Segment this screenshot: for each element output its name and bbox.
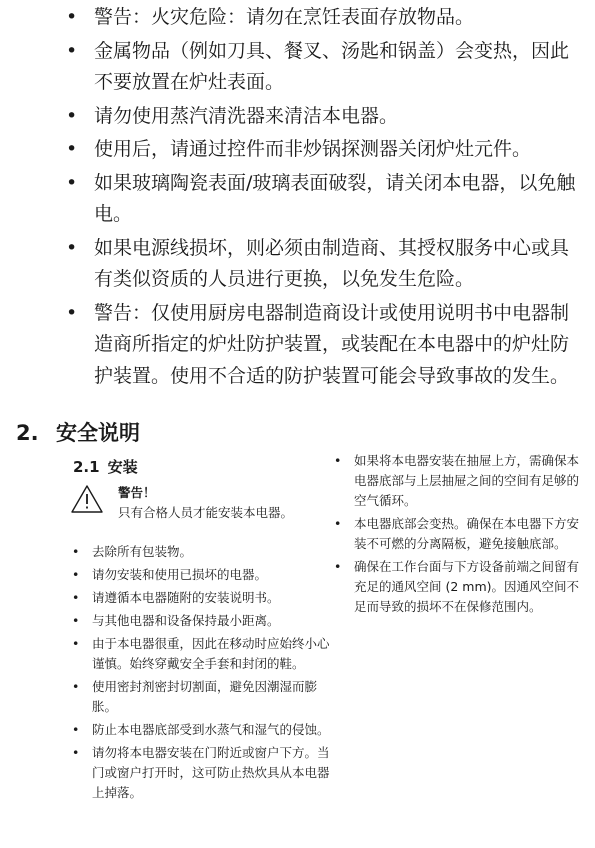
bullet-icon: •: [72, 745, 80, 760]
list-item: [70, 634, 340, 674]
top-safety-list: [64, 2, 579, 394]
bullet-icon: •: [72, 544, 80, 559]
warning-title: 警告！: [118, 485, 156, 500]
list-item-text: 请遵循本电器随附的安装说明书。: [92, 590, 280, 605]
list-item: [64, 168, 579, 231]
list-item: [332, 514, 580, 554]
warning-triangle-icon: [70, 484, 104, 514]
list-item: [332, 557, 580, 617]
list-item: [70, 720, 340, 740]
list-item: [64, 101, 579, 133]
list-item: [64, 233, 579, 296]
bullet-icon: •: [72, 590, 80, 605]
installation-list-left: [70, 542, 340, 806]
list-item-text: 如果电源线损坏，则必须由制造商、其授权服务中心或具有类似资质的人员进行更换，以免发生危险。: [94, 236, 570, 290]
subsection-title: 安装: [107, 458, 138, 476]
bullet-icon: •: [66, 138, 78, 160]
list-item: [70, 588, 340, 608]
list-item-text: 防止本电器底部受到水蒸气和湿气的侵蚀。: [92, 722, 330, 737]
list-item: [70, 611, 340, 631]
bullet-icon: •: [334, 516, 342, 531]
list-item: [64, 134, 579, 166]
section-number: 2.: [16, 421, 39, 445]
list-item: [64, 2, 579, 34]
subsection-number: 2.1: [73, 458, 100, 476]
warning-text: 只有合格人员才能安装本电器。: [118, 505, 294, 520]
list-item: [70, 743, 340, 803]
bullet-icon: •: [66, 104, 78, 127]
list-item-text: 与其他电器和设备保持最小距离。: [92, 613, 280, 628]
list-item-text: 去除所有包装物。: [92, 544, 193, 559]
list-item-text: 警告：仅使用厨房电器制造商设计或使用说明书中电器制造商所指定的炉灶防护装置，或装配在本电器中的炉灶防护装置。使用不合适的防护装置可能会导致事故的发生。: [94, 301, 570, 387]
list-item-text: 由于本电器很重，因此在移动时应始终小心谨慎。始终穿戴安全手套和封闭的鞋。: [92, 636, 330, 671]
list-item-text: 金属物品（例如刀具、餐叉、汤匙和锅盖）会变热，因此不要放置在炉灶表面。: [94, 39, 570, 93]
bullet-icon: •: [66, 301, 78, 324]
list-item-text: 请勿将本电器安装在门附近或窗户下方。当门或窗户打开时，这可防止热炊具从本电器上掉落。: [92, 745, 330, 800]
list-item-text: 确保在工作台面与下方设备前端之间留有充足的通风空间 (2 mm)。因通风空间不足而导致的损坏不在保修范围内。: [354, 559, 580, 614]
list-item: [70, 565, 340, 585]
list-item: [70, 677, 340, 717]
section-heading: [16, 418, 140, 448]
list-item-text: 如果玻璃陶瓷表面/玻璃表面破裂，请关闭本电器，以免触电。: [94, 171, 576, 225]
warning-box: [70, 482, 330, 522]
bullet-icon: •: [72, 636, 80, 651]
subsection-heading: [73, 456, 138, 478]
bullet-icon: •: [334, 453, 342, 468]
bullet-icon: •: [72, 567, 80, 582]
list-item: [332, 451, 580, 511]
list-item: [64, 298, 579, 393]
list-item-text: 使用密封剂密封切割面，避免因潮湿而膨胀。: [92, 679, 318, 714]
installation-list-right: [332, 451, 580, 620]
bullet-icon: •: [66, 39, 78, 62]
bullet-icon: •: [72, 722, 80, 737]
list-item-text: 使用后，请通过控件而非炒锅探测器关闭炉灶元件。: [94, 138, 532, 160]
bullet-icon: •: [66, 6, 78, 28]
bullet-icon: •: [66, 236, 78, 259]
list-item-text: 本电器底部会变热。确保在本电器下方安装不可燃的分离隔板，避免接触底部。: [354, 516, 580, 551]
list-item: [64, 36, 579, 99]
list-item: [70, 542, 340, 562]
bullet-icon: •: [72, 613, 80, 628]
bullet-icon: •: [334, 559, 342, 574]
bullet-icon: •: [72, 679, 80, 694]
list-item-text: 请勿安装和使用已损坏的电器。: [92, 567, 268, 582]
bullet-icon: •: [66, 171, 78, 194]
list-item-text: 警告：火灾危险：请勿在烹饪表面存放物品。: [94, 6, 475, 28]
section-title: 安全说明: [56, 421, 140, 445]
list-item-text: 请勿使用蒸汽清洗器来清洁本电器。: [94, 104, 399, 127]
list-item-text: 如果将本电器安装在抽屉上方，需确保本电器底部与上层抽屉之间的空间有足够的空气循环。: [354, 453, 580, 508]
